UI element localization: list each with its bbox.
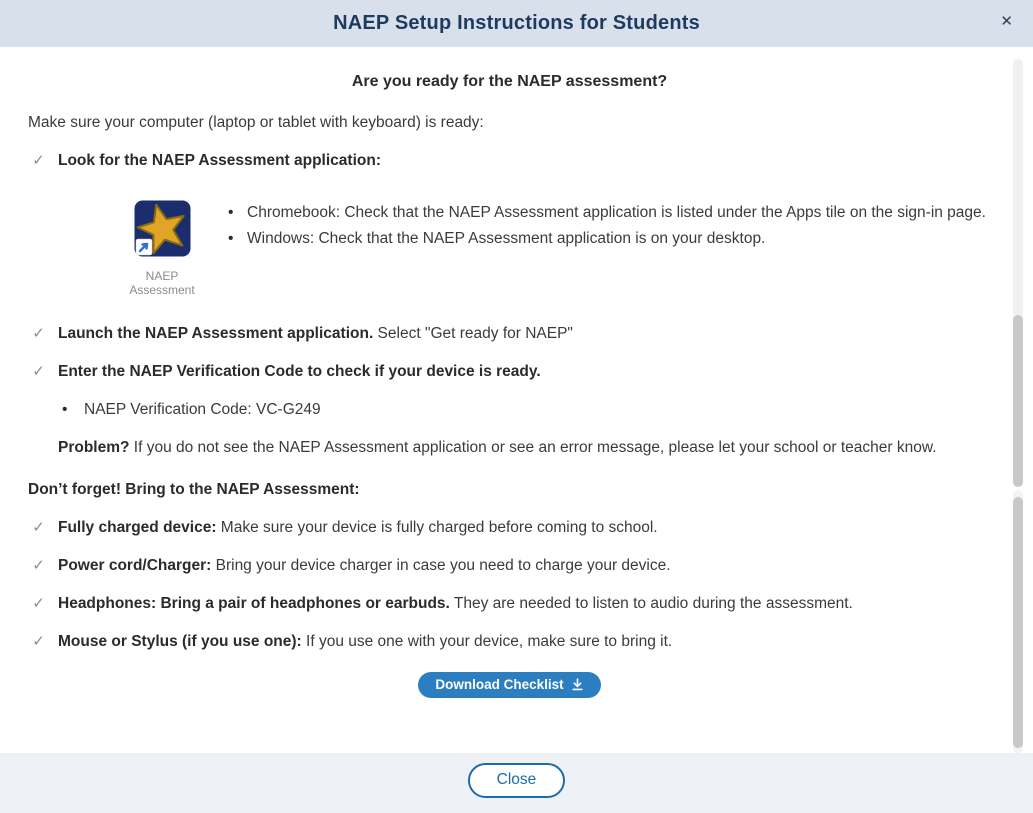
step-launch-rest: Select "Get ready for NAEP" <box>373 325 573 342</box>
step-launch-bold: Launch the NAEP Assessment application. <box>58 325 374 342</box>
app-icon-column <box>112 200 212 297</box>
modal-title: NAEP Setup Instructions for Students <box>333 12 700 34</box>
checklist-item-rest: They are needed to listen to audio during the assessment. <box>449 595 853 612</box>
step-code-row <box>30 359 991 385</box>
check-icon: ✓ <box>32 557 45 574</box>
checklist-item-bold: Fully charged device: <box>58 519 217 536</box>
checklist-item-row <box>30 591 991 617</box>
checklist-item-text <box>58 591 853 617</box>
windows-bullet-text: Windows: Check that the NAEP Assessment application is on your desktop. <box>247 230 766 247</box>
list-item <box>228 226 991 252</box>
scrollbar-thumb-lower[interactable] <box>1013 497 1023 748</box>
problem-paragraph <box>58 435 991 461</box>
step-launch-row <box>30 321 991 347</box>
modal-header <box>0 0 1033 47</box>
app-icon-label <box>112 269 212 297</box>
step-code-label: Enter the NAEP Verification Code to check if your device is ready. <box>58 363 541 380</box>
checklist-item-text <box>58 629 672 655</box>
close-button[interactable]: Close <box>468 763 566 798</box>
bullet-icon: • <box>228 204 234 221</box>
check-icon: ✓ <box>32 152 45 169</box>
checklist-item-bold: Headphones: Bring a pair of headphones or earbuds. <box>58 595 450 612</box>
checklist-item-row <box>30 553 991 579</box>
problem-rest: If you do not see the NAEP Assessment application or see an error message, please let your school or teacher know. <box>129 439 937 456</box>
checklist-item-text <box>58 553 671 579</box>
problem-bold: Problem? <box>58 439 130 456</box>
naep-assessment-app-icon <box>134 200 191 266</box>
step-look-row <box>30 148 991 174</box>
close-icon[interactable]: ✕ <box>996 10 1017 33</box>
app-icon-row <box>112 200 991 297</box>
checklist-item-text <box>58 515 658 541</box>
modal-body <box>0 47 1033 753</box>
step-launch-text <box>58 321 573 347</box>
check-icon: ✓ <box>32 519 45 536</box>
scrollbar-thumb-upper[interactable] <box>1013 315 1023 487</box>
checklist-item-rest: Make sure your device is fully charged before coming to school. <box>216 519 658 536</box>
download-row <box>28 672 991 698</box>
download-icon <box>571 678 584 691</box>
download-checklist-button[interactable] <box>418 672 600 698</box>
bullet-icon: • <box>228 230 234 247</box>
checklist-item-row <box>30 629 991 655</box>
bullet-icon: • <box>62 401 68 418</box>
checklist-item-rest: Bring your device charger in case you need to charge your device. <box>211 557 671 574</box>
intro-text: Make sure your computer (laptop or tablet with keyboard) is ready: <box>28 114 484 131</box>
download-checklist-label: Download Checklist <box>435 677 564 692</box>
check-icon: ✓ <box>32 633 45 650</box>
checklist-item-bold: Power cord/Charger: <box>58 557 212 574</box>
check-icon: ✓ <box>32 325 45 342</box>
checklist-item-bold: Mouse or Stylus (if you use one): <box>58 633 302 650</box>
app-icon-label-line2: Assessment <box>129 283 195 297</box>
check-icon: ✓ <box>32 363 45 380</box>
checklist-item-rest: If you use one with your device, make sure to bring it. <box>301 633 673 650</box>
checklist-item-row <box>30 515 991 541</box>
check-icon: ✓ <box>32 595 45 612</box>
step-look-label: Look for the NAEP Assessment application: <box>58 152 381 169</box>
app-icon-label-line1: NAEP <box>145 269 179 283</box>
modal-footer <box>0 753 1033 813</box>
verification-code-text: NAEP Verification Code: VC-G249 <box>84 401 321 418</box>
dont-forget-heading: Don’t forget! Bring to the NAEP Assessment: <box>28 481 360 498</box>
list-item <box>228 200 991 226</box>
verification-code-row <box>62 397 991 423</box>
ready-heading: Are you ready for the NAEP assessment? <box>351 73 668 90</box>
chromebook-bullet-text: Chromebook: Check that the NAEP Assessment application is listed under the Apps tile on the sign-in page. <box>247 204 986 221</box>
platform-bullet-list <box>228 200 991 252</box>
